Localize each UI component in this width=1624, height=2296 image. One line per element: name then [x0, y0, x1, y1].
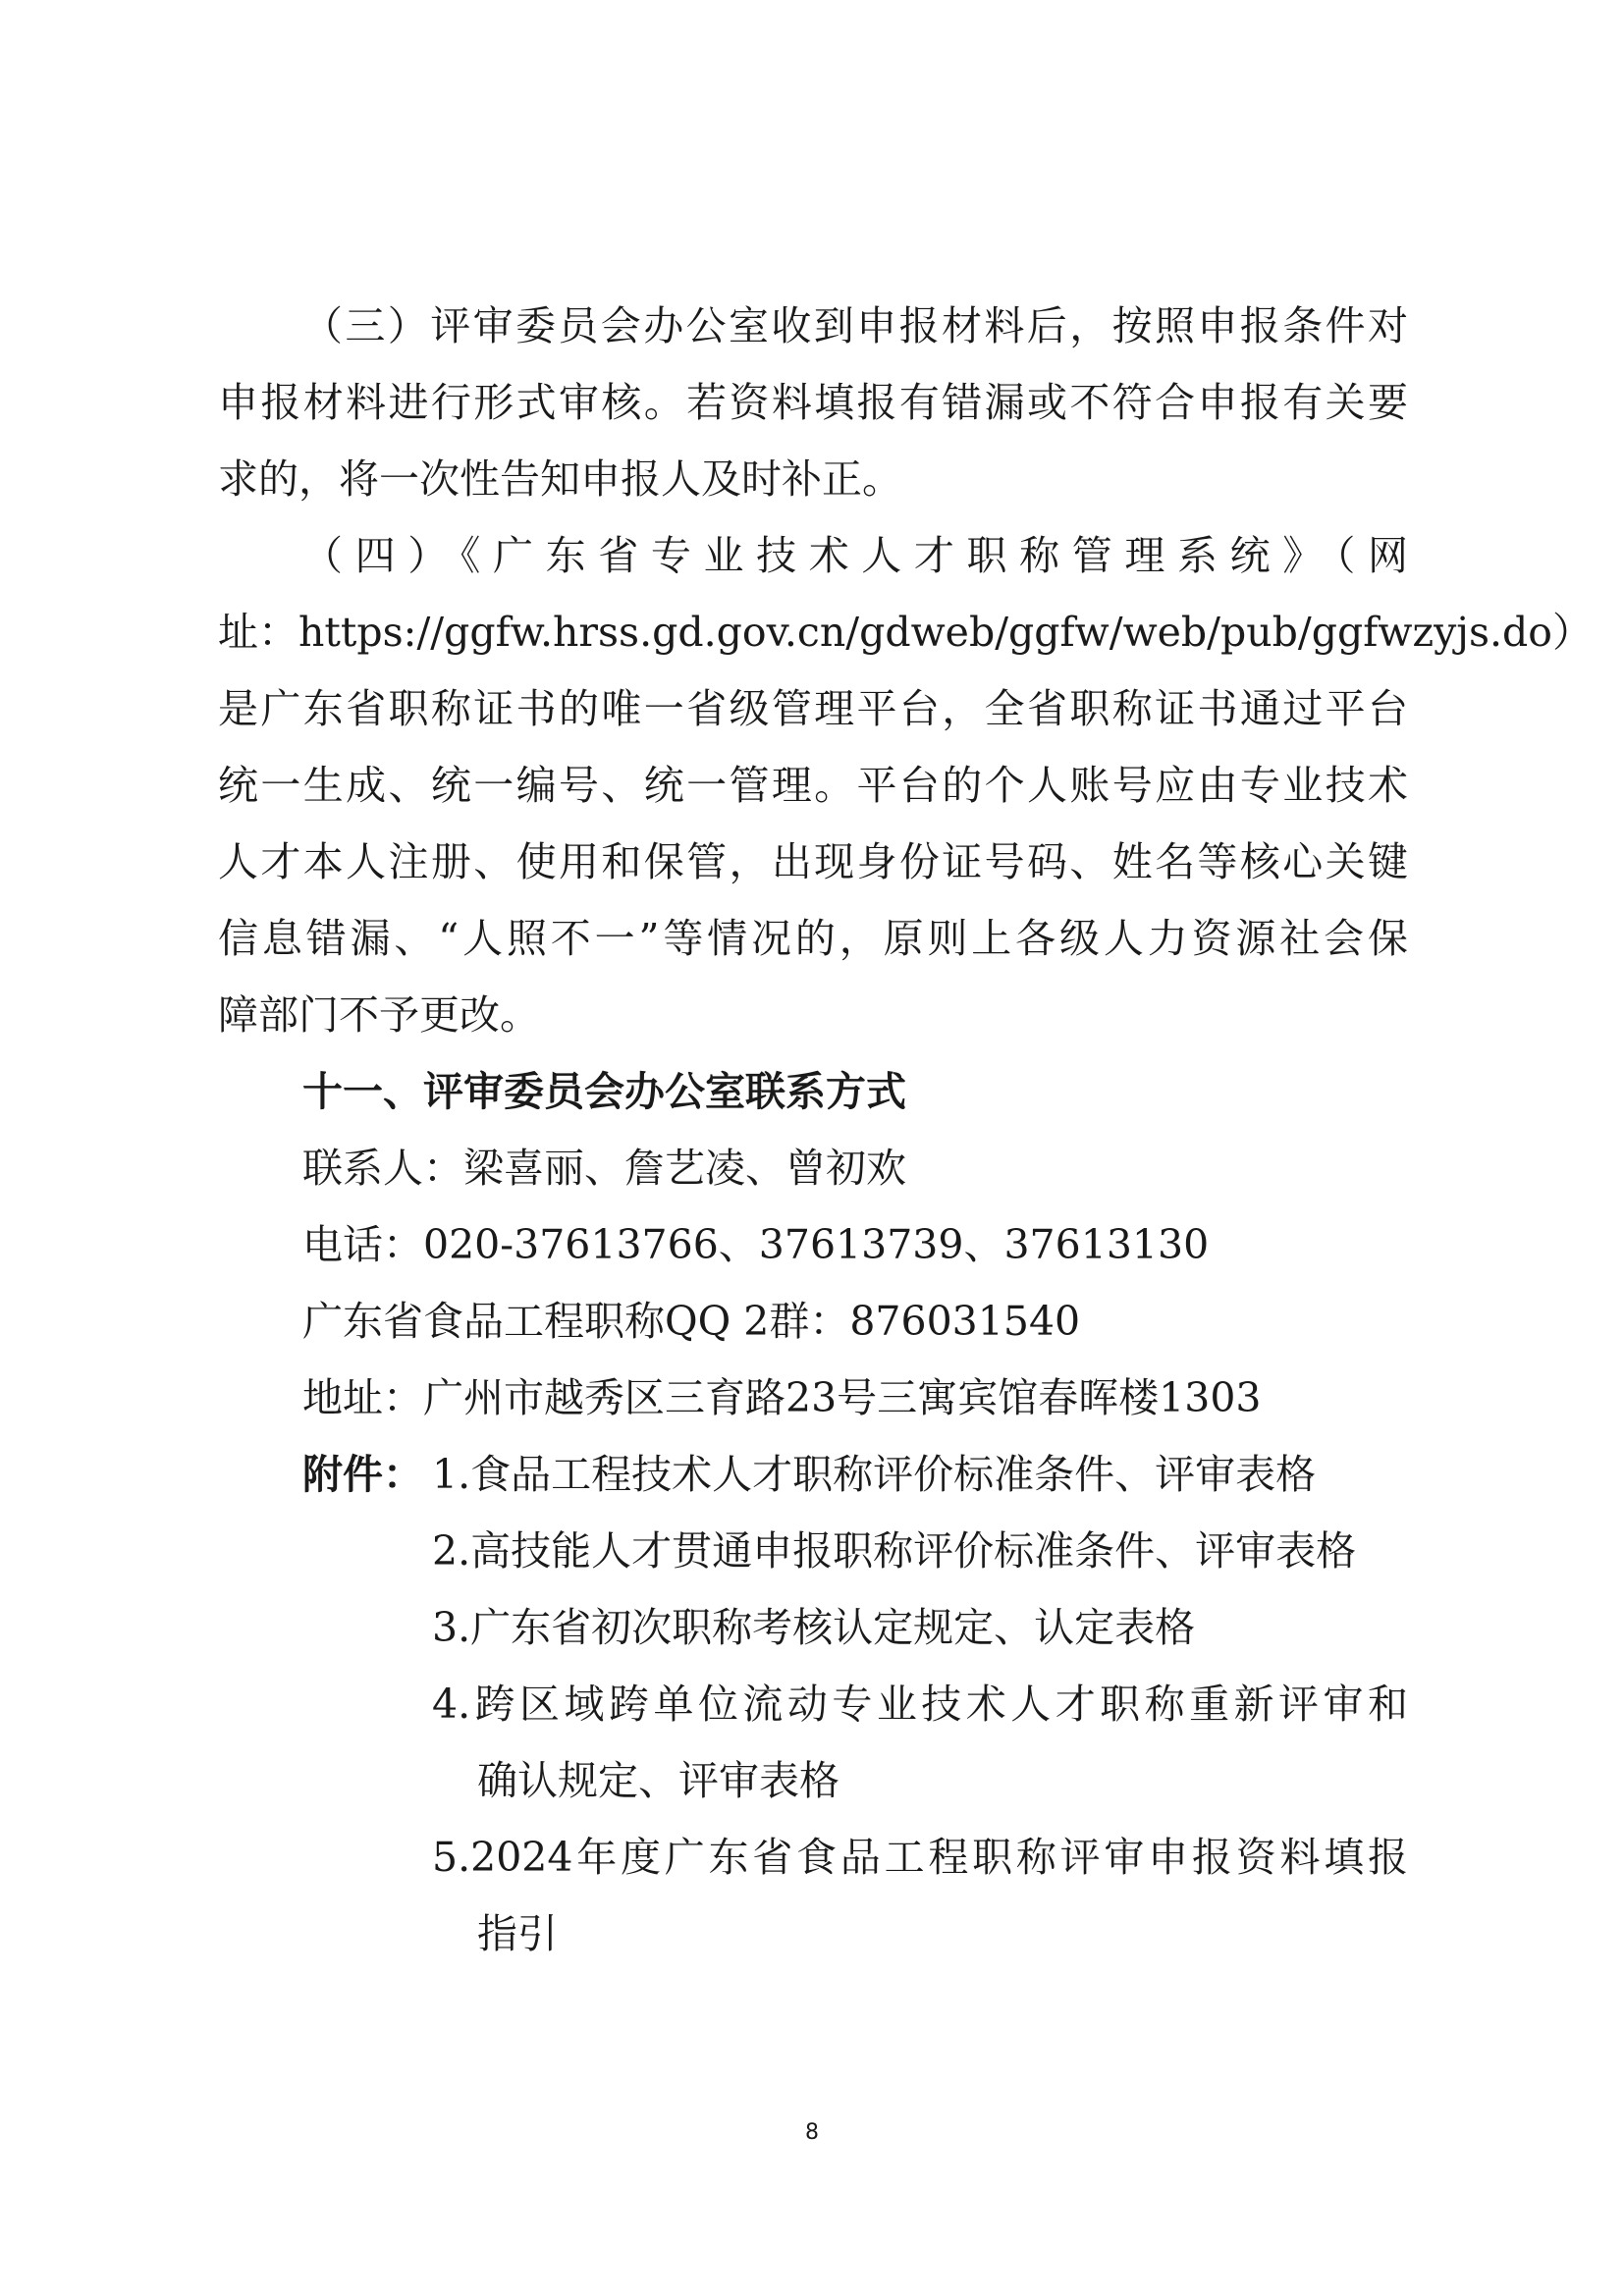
- section-four-line-5: 人才本人注册、使用和保管，出现身份证号码、姓名等核心关键: [218, 838, 1408, 885]
- section-four-line-7: 障部门不予更改。: [218, 991, 540, 1039]
- section-four-line-6: 信息错漏、“人照不一”等情况的，原则上各级人力资源社会保: [218, 915, 1408, 962]
- attachment-item-5-continued: 指引: [477, 1910, 558, 1957]
- attachment-item-4-continued: 确认规定、评审表格: [477, 1757, 839, 1804]
- section-three-line-3: 求的，将一次性告知申报人及时补正。: [218, 455, 902, 503]
- section-three-line-2: 申报材料进行形式审核。若资料填报有错漏或不符合申报有关要: [218, 379, 1408, 426]
- page-number: 8: [805, 2120, 819, 2145]
- attachment-item-3: 3.广东省初次职称考核认定规定、认定表格: [432, 1604, 1196, 1651]
- attachment-item-1: 1.食品工程技术人才职称评价标准条件、评审表格: [432, 1451, 1317, 1498]
- attachment-item-4: 4.跨区域跨单位流动专业技术人才职称重新评审和: [432, 1681, 1408, 1728]
- attachment-item-5: 5.2024年度广东省食品工程职称评审申报资料填报: [432, 1834, 1408, 1881]
- section-three-line-1: （三）评审委员会办公室收到申报材料后，按照申报条件对: [302, 302, 1408, 349]
- section-four-line-3: 是广东省职称证书的唯一省级管理平台，全省职称证书通过平台: [218, 685, 1408, 732]
- contact-heading: 十一、评审委员会办公室联系方式: [302, 1068, 906, 1115]
- section-four-line-1: （四）《广东省专业技术人才职称管理系统》（网: [302, 532, 1408, 579]
- contact-phone: 电话：020-37613766、37613739、37613130: [302, 1221, 1210, 1268]
- contact-address: 地址：广州市越秀区三育路23号三寓宾馆春晖楼1303: [302, 1374, 1262, 1421]
- contact-qq-group: 广东省食品工程职称QQ 2群：876031540: [302, 1298, 1081, 1345]
- contact-persons: 联系人：梁喜丽、詹艺凌、曾初欢: [302, 1145, 906, 1192]
- section-four-line-2: 址：https://ggfw.hrss.gd.gov.cn/gdweb/ggfw/web/pub/ggfwzyjs.do）: [218, 609, 1593, 656]
- attachment-item-2: 2.高技能人才贯通申报职称评价标准条件、评审表格: [432, 1527, 1357, 1575]
- section-four-line-4: 统一生成、统一编号、统一管理。平台的个人账号应由专业技术: [218, 762, 1408, 809]
- attachments-label: 附件：: [302, 1451, 423, 1498]
